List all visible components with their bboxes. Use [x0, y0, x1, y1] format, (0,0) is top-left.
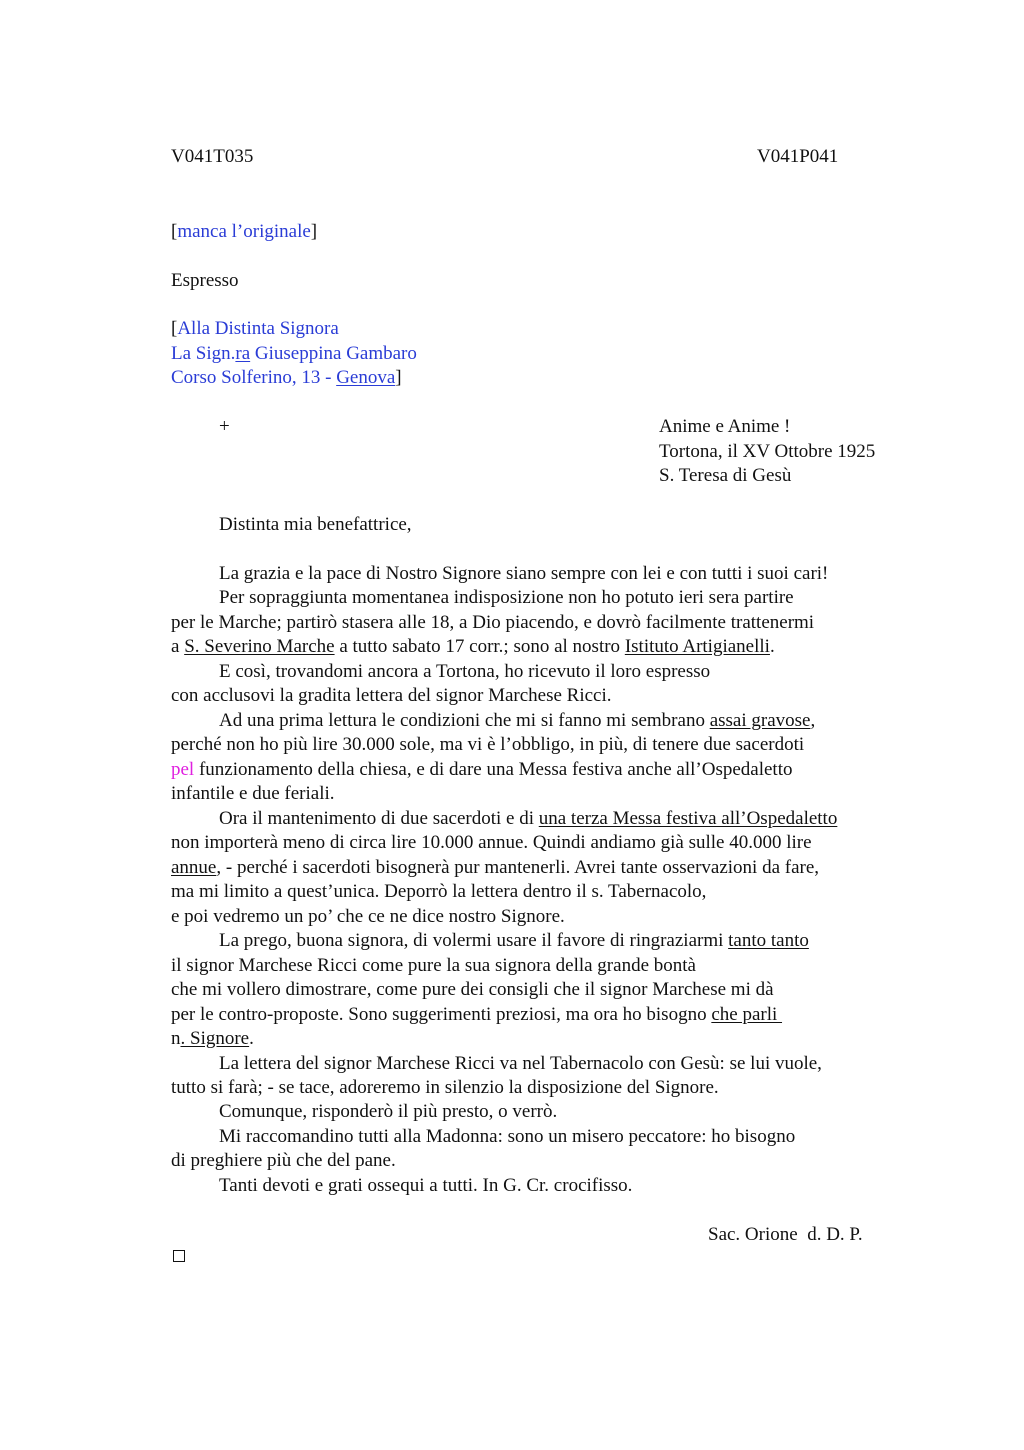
body-line: Ad una prima lettura le condizioni che mi si fanno mi sembrano assai gravose,	[219, 710, 816, 731]
body-line: ma mi limito a quest’unica. Deporrò la lettera dentro il s. Tabernacolo,	[171, 881, 707, 902]
end-square-icon	[173, 1250, 185, 1262]
body-line: La lettera del signor Marchese Ricci va nel Tabernacolo con Gesù: se lui vuole,	[219, 1053, 822, 1074]
body-line: tutto si farà; - se tace, adoreremo in silenzio la disposizione del Signore.	[171, 1077, 719, 1098]
delivery-label: Espresso	[171, 270, 239, 291]
place-date: Tortona, il XV Ottobre 1925	[659, 441, 876, 462]
body-line: pel funzionamento della chiesa, e di dare una Messa festiva anche all’Ospedaletto	[171, 759, 793, 780]
body-line: non importerà meno di circa lire 10.000 annue. Quindi andiamo già sulle 40.000 lire	[171, 832, 812, 853]
body-line: il signor Marchese Ricci come pure la sua signora della grande bontà	[171, 955, 696, 976]
document-code-right: V041P041	[757, 146, 839, 167]
document-code-left: V041T035	[171, 146, 254, 167]
body-line: Comunque, risponderò il più presto, o verrò.	[219, 1101, 558, 1122]
body-line: Tanti devoti e grati ossequi a tutti. In G. Cr. crocifisso.	[219, 1175, 633, 1196]
body-line: La prego, buona signora, di volermi usare il favore di ringraziarmi tanto tanto	[219, 930, 809, 951]
body-line: infantile e due feriali.	[171, 783, 335, 804]
address-line-3: Corso Solferino, 13 - Genova]	[171, 367, 402, 388]
body-line: La grazia e la pace di Nostro Signore siano sempre con lei e con tutti i suoi cari!	[219, 563, 829, 584]
editorial-note: [manca l’originale]	[171, 221, 318, 242]
cross-mark: +	[219, 416, 230, 437]
address-line-1: [Alla Distinta Signora	[171, 318, 339, 339]
body-line: annue, - perché i sacerdoti bisognerà pur mantenerli. Avrei tante osservazioni da fare,	[171, 857, 820, 878]
body-line: E così, trovandomi ancora a Tortona, ho ricevuto il loro espresso	[219, 661, 711, 682]
body-line: Ora il mantenimento di due sacerdoti e di una terza Messa festiva all’Ospedaletto	[219, 808, 838, 829]
body-line: Mi raccomandino tutti alla Madonna: sono un misero peccatore: ho bisogno	[219, 1126, 796, 1147]
body-line: che mi vollero dimostrare, come pure dei consigli che il signor Marchese mi dà	[171, 979, 774, 1000]
body-line: perché non ho più lire 30.000 sole, ma vi è l’obbligo, in più, di tenere due sacerdoti	[171, 734, 805, 755]
body-line: a S. Severino Marche a tutto sabato 17 corr.; sono al nostro Istituto Artigianelli.	[171, 636, 775, 657]
body-line: Per sopraggiunta momentanea indisposizione non ho potuto ieri sera partire	[219, 587, 794, 608]
body-line: per le Marche; partirò stasera alle 18, a Dio piacendo, e dovrò facilmente trattenermi	[171, 612, 815, 633]
address-line-2: La Sign.ra Giuseppina Gambaro	[171, 343, 417, 364]
body-line: con acclusovi la gradita lettera del signor Marchese Ricci.	[171, 685, 612, 706]
salutation: Distinta mia benefattrice,	[219, 514, 412, 535]
body-line: di preghiere più che del pane.	[171, 1150, 396, 1171]
body-line: per le contro-proposte. Sono suggerimenti preziosi, ma ora ho bisogno che parli	[171, 1004, 783, 1025]
body-line: n. Signore.	[171, 1028, 254, 1049]
body-line: e poi vedremo un po’ che ce ne dice nostro Signore.	[171, 906, 565, 927]
motto: Anime e Anime !	[659, 416, 791, 437]
saint-day: S. Teresa di Gesù	[659, 465, 792, 486]
signature: Sac. Orione d. D. P.	[708, 1224, 863, 1245]
